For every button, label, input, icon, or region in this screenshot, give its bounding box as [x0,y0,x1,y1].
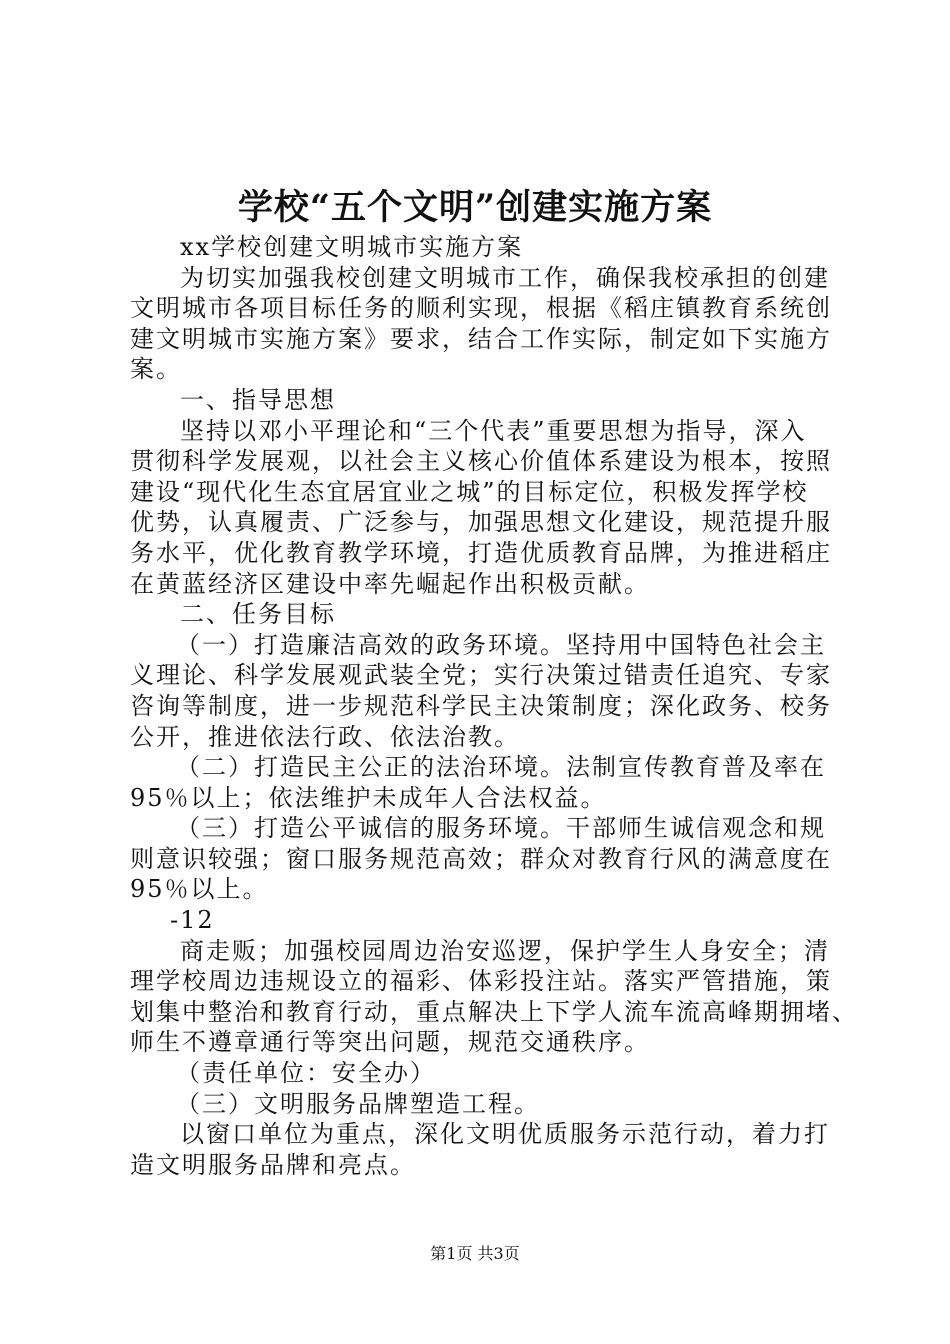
page-marker: -12 [170,906,215,935]
document-body [130,232,858,1180]
subtitle-line: xx学校创建文明城市实施方案 [180,233,524,261]
section-heading: 一、指导思想 [180,385,336,414]
paragraph-line: 案。 [130,355,182,384]
paragraph-line: 建文明城市实施方案》要求，结合工作实际，制定如下实施方 [130,324,832,353]
paragraph-line: 坚持以邓小平理论和“三个代表”重要思想为指导，深入 [180,416,807,445]
paragraph-line: 以窗口单位为重点，深化文明优质服务示范行动，着力打 [180,1120,830,1149]
paragraph-line: 义理论、科学发展观武装全党；实行决策过错责任追究、专家 [130,661,832,690]
paragraph-line: （三）打造公平诚信的服务环境。干部师生诚信观念和规 [176,814,826,843]
paragraph-line: 造文明服务品牌和亮点。 [130,1150,416,1179]
paragraph-line: 商走贩；加强校园周边治安巡逻，保护学生人身安全；清 [180,936,830,965]
paragraph-line: 公开，推进依法行政、依法治教。 [130,722,520,751]
paragraph-line: 理学校周边违规设立的福彩、体彩投注站。落实严管措施，策 [130,967,832,996]
paragraph-line: 则意识较强；窗口服务规范高效；群众对教育行风的满意度在 [130,844,832,873]
paragraph-line: 在黄蓝经济区建设中率先崛起作出积极贡献。 [130,569,650,598]
paragraph-line: 95％以上。 [130,875,269,904]
paragraph-line: 建设“现代化生态宜居宜业之城”的目标定位，积极发挥学校 [130,477,809,506]
paragraph-line: （一）打造廉洁高效的政务环境。坚持用中国特色社会主 [176,630,826,659]
responsible-unit-note: （责任单位：安全办） [176,1059,436,1088]
section-heading: 二、任务目标 [180,600,336,629]
paragraph-line: 优势，认真履责、广泛参与，加强思想文化建设，规范提升服 [130,508,832,537]
paragraph-line: （二）打造民主公正的法治环境。法制宣传教育普及率在 [176,753,826,782]
paragraph-line: 划集中整治和教育行动，重点解决上下学人流车流高峰期拥堵、 [130,997,858,1026]
paragraph-line: 文明城市各项目标任务的顺利实现，根据《稻庄镇教育系统创 [130,294,832,323]
page-footer: 第1页 共3页 [430,1244,520,1263]
paragraph-line: 为切实加强我校创建文明城市工作，确保我校承担的创建 [180,263,830,292]
document-title: 学校“五个文明”创建实施方案 [237,187,713,228]
paragraph-line: 咨询等制度，进一步规范科学民主决策制度；深化政务、校务 [130,691,832,720]
paragraph-line: 务水平，优化教育教学环境，打造优质教育品牌，为推进稻庄 [130,538,832,567]
section-heading: （三）文明服务品牌塑造工程。 [176,1089,540,1118]
paragraph-line: 95％以上；依法维护未成年人合法权益。 [130,783,607,812]
paragraph-line: 贯彻科学发展观，以社会主义核心价值体系建设为根本，按照 [130,447,832,476]
paragraph-line: 师生不遵章通行等突出问题，规范交通秩序。 [130,1028,650,1057]
